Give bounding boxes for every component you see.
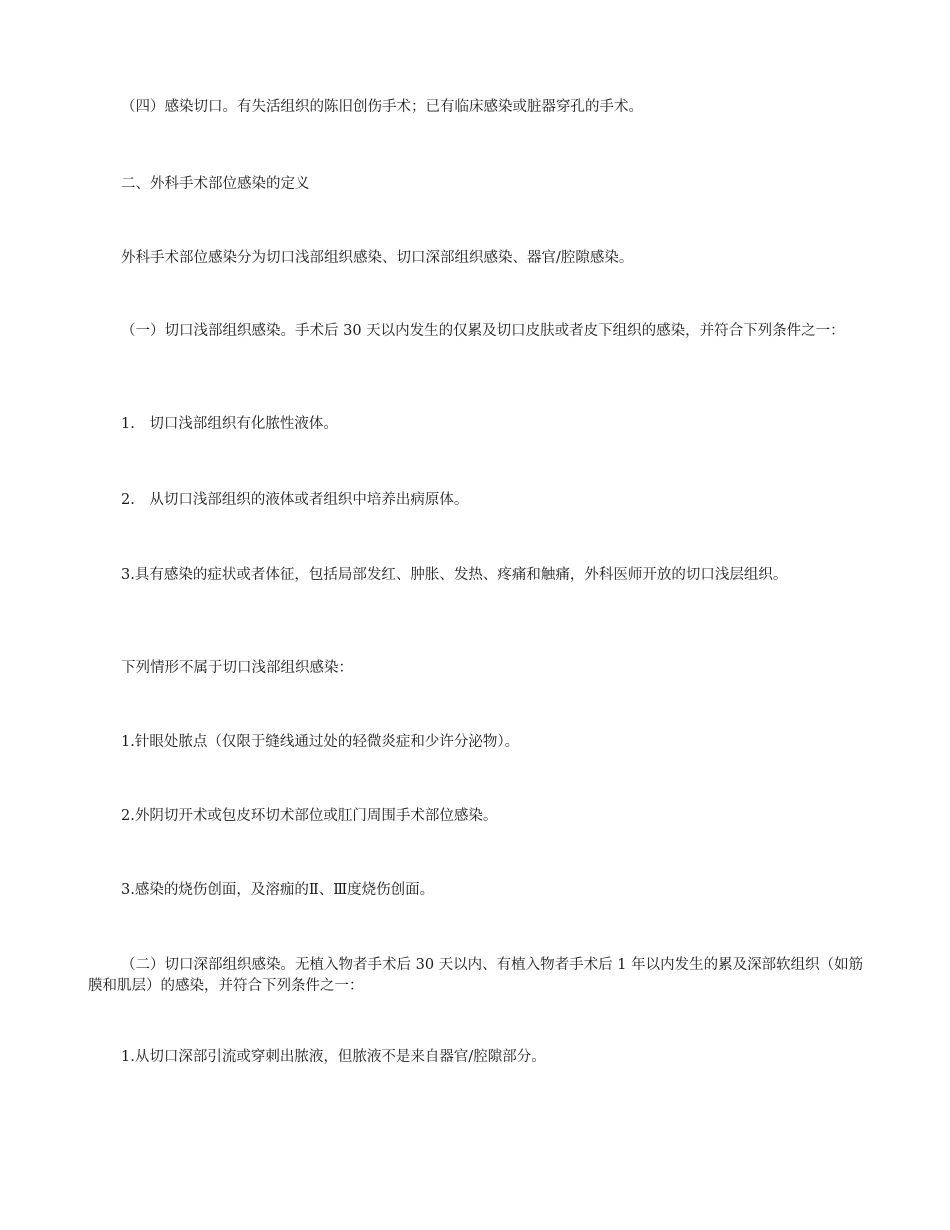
list-item-deep-1: 1.从切口深部引流或穿刺出脓液，但脓液不是来自器官/腔隙部分。 [121, 1049, 546, 1065]
paragraph-superficial-incisional: （一）切口浅部组织感染。手术后 30 天以内发生的仅累及切口皮肤或者皮下组织的感染，并符合下列条件之一： [121, 323, 845, 339]
list-item-exclusion-2: 2.外阴切开术或包皮环切术部位或肛门周围手术部位感染。 [121, 808, 498, 824]
list-item-superficial-2: 2. 从切口浅部组织的液体或者组织中培养出病原体。 [121, 492, 469, 508]
paragraph-exclusions-heading: 下列情形不属于切口浅部组织感染： [121, 660, 353, 676]
list-item-superficial-1: 1. 切口浅部组织有化脓性液体。 [121, 416, 338, 432]
paragraph-ssi-classification: 外科手术部位感染分为切口浅部组织感染、切口深部组织感染、器官/腔隙感染。 [121, 250, 634, 266]
paragraph-deep-incisional: （二）切口深部组织感染。无植入物者手术后 30 天以内、有植入物者手术后 1 年以内发生的累及深部软组织（如筋膜和肌层）的感染，并符合下列条件之一： [88, 957, 864, 994]
list-item-superficial-3: 3.具有感染的症状或者体征，包括局部发红、肿胀、发热、疼痛和触痛，外科医师开放的切口浅层组织。 [121, 567, 788, 583]
paragraph-infected-incision: （四）感染切口。有失活组织的陈旧创伤手术；已有临床感染或脏器穿孔的手术。 [121, 99, 643, 115]
list-item-exclusion-3: 3.感染的烧伤创面，及溶痂的Ⅱ、Ⅲ度烧伤创面。 [121, 882, 435, 898]
section-heading-ssi-definition: 二、外科手术部位感染的定义 [121, 176, 310, 192]
list-item-exclusion-1: 1.针眼处脓点（仅限于缝线通过处的轻微炎症和少许分泌物）。 [121, 734, 520, 750]
